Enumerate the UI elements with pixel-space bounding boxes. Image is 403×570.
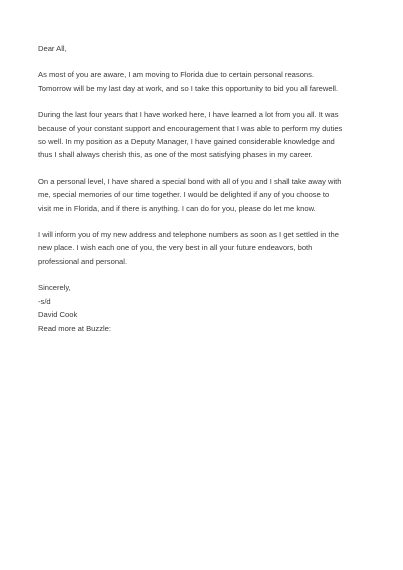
paragraph-line: me, special memories of our time together. I would be delighted if any of you choose to [38,190,330,200]
paragraph-2 [38,108,383,162]
paragraph-line: I will inform you of my new address and telephone numbers as soon as I get settled in the [38,230,339,240]
paragraph-line: During the last four years that I have worked here, I have learned a lot from you all. It was [38,110,339,120]
letter-author-name: David Cook [38,310,78,320]
letter-signoff [38,281,383,335]
paragraph-line: visit me in Florida, and if there is anything. I can do for you, please do let me know. [38,203,316,213]
paragraph-line: Tomorrow will be my last day at work, and so I take this opportunity to bid you all farewell. [38,83,339,93]
paragraph-line: On a personal level, I have shared a special bond with all of you and I shall take away with [38,176,342,186]
letter-closing: Sincerely, [38,283,71,293]
letter-greeting: Dear All, [38,44,67,53]
paragraph-4 [38,228,383,268]
letter-signature: -s/d [38,296,51,306]
paragraph-1 [38,68,383,95]
letter-footer: Read more at Buzzle: [38,323,112,333]
paragraph-line: thus I shall always cherish this, as one of the most satisfying phases in my career. [38,150,313,160]
paragraph-line: because of your constant support and encouragement that I was able to perform my duties [38,123,343,133]
paragraph-3 [38,175,383,215]
paragraph-line: professional and personal. [38,256,128,266]
paragraph-line: so well. In my position as a Deputy Manager, I have gained considerable knowledge and [38,137,335,147]
paragraph-line: new place. I wish each one of you, the very best in all your future endeavors, both [38,243,313,253]
paragraph-line: As most of you are aware, I am moving to Florida due to certain personal reasons. [38,70,315,80]
